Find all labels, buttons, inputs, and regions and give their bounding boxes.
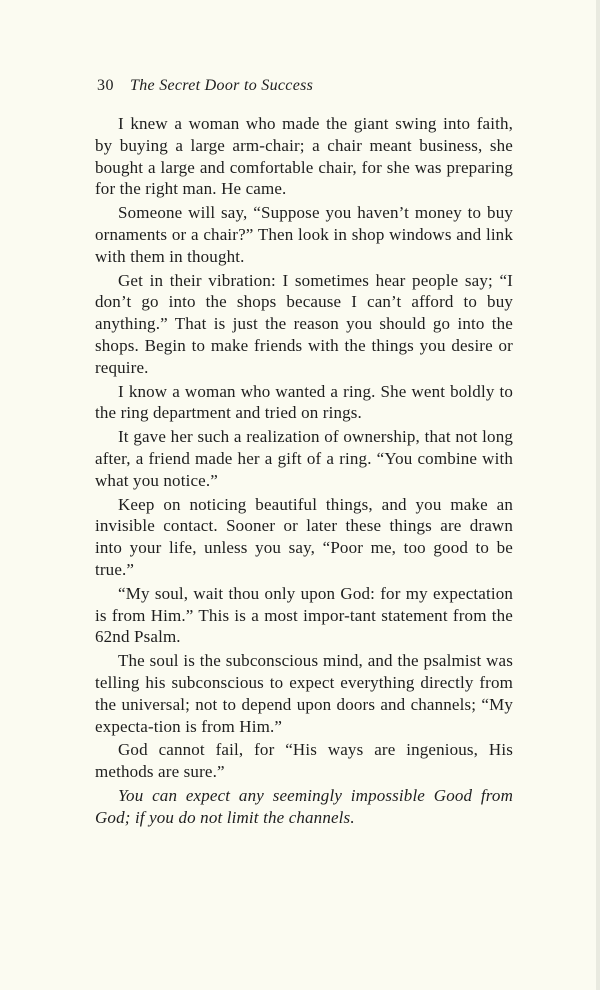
running-header — [97, 76, 313, 96]
paragraph-closing-affirmation: You can expect any seemingly impossible Good from God; if you do not limit the channels. — [95, 785, 513, 827]
paragraph-shop-windows: Someone will say, “Suppose you haven’t money to buy ornaments or a chair?” Then look in shop windows and link with them in thought. — [95, 203, 513, 266]
paragraph-vibration: Get in their vibration: I sometimes hear people say; “I don’t go into the shops because I can’t afford to buy anything.” That is just the reason you should go into the shops. Begin to make friends with the things you desire or require. — [95, 270, 513, 377]
page-body — [95, 113, 513, 831]
page-edge — [596, 0, 600, 990]
paragraph-noticing: Keep on noticing beautiful things, and you make an invisible contact. Sooner or later these things are drawn into your life, unless you say, “Poor me, too good to be true.” — [95, 494, 513, 579]
book-title: The Secret Door to Success — [130, 77, 314, 94]
paragraph-ring-department: I know a woman who wanted a ring. She went boldly to the ring department and tried on rings. — [95, 381, 513, 423]
paragraph-ownership: It gave her such a realization of ownership, that not long after, a friend made her a gift of a ring. “You combine with what you notice.” — [95, 427, 513, 490]
paragraph-subconscious: The soul is the subconscious mind, and the psalmist was telling his subconscious to expect everything directly from the universal; not to depend upon doors and channels; “My expecta-tion is from Him.” — [95, 651, 513, 736]
paragraph-god-cannot-fail: God cannot fail, for “His ways are ingenious, His methods are sure.” — [95, 740, 513, 782]
paragraph-armchair: I knew a woman who made the giant swing into faith, by buying a large arm-chair; a chair meant business, she bought a large and comfortable chair, for she was preparing for the right man. He came. — [95, 114, 513, 199]
paragraph-psalm-quote: “My soul, wait thou only upon God: for my expectation is from Him.” This is a most impor-tant statement from the 62nd Psalm. — [95, 583, 513, 647]
page-number: 30 — [97, 77, 114, 94]
